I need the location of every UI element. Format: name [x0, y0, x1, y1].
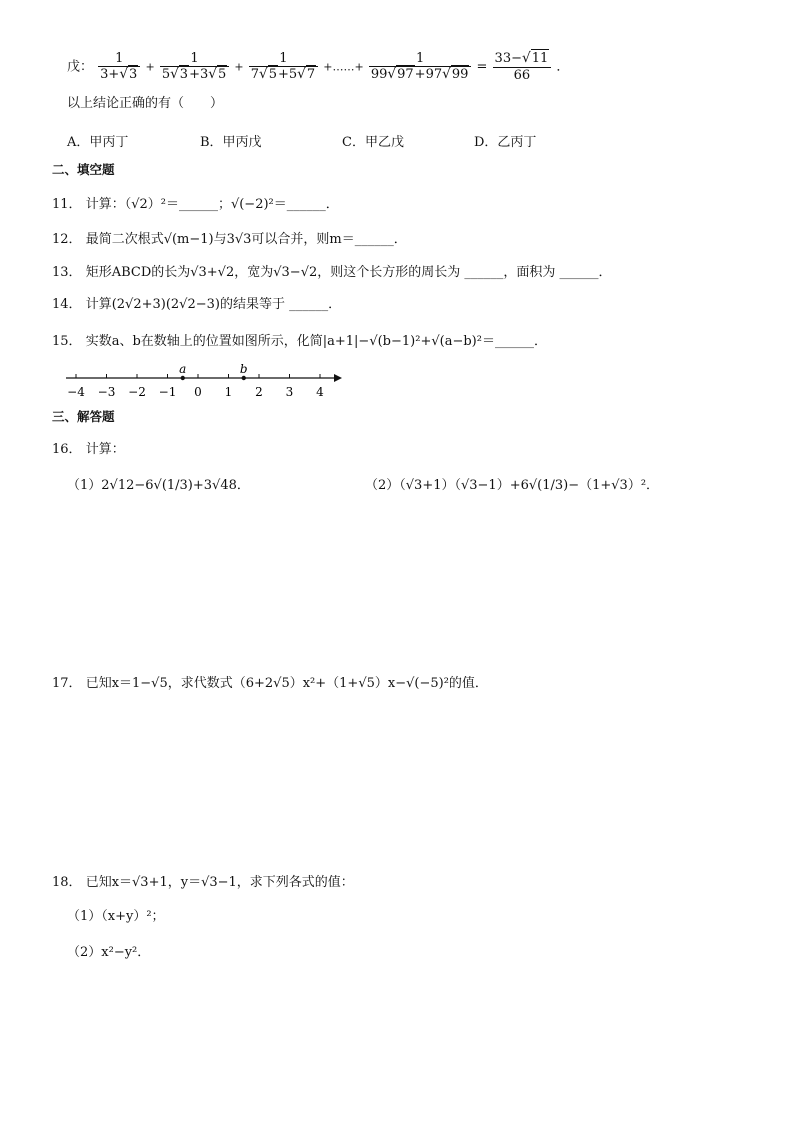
q18-text: 已知x＝√3+1，y＝√3−1，求下列各式的值：	[85, 875, 354, 890]
option-c: C．甲乙戊	[342, 135, 404, 150]
number-line-point-b	[242, 376, 246, 380]
q16-part2: （2）（√3+1）（√3−1）+6√(1/3)−（1+√3）²．	[365, 478, 660, 493]
option-d: D．乙丙丁	[474, 135, 537, 150]
q13: 13． 矩形ABCD的长为√3+√2，宽为√3−√2，则这个长方形的周长为 ______，面积为 ______．	[52, 265, 612, 280]
q15-text: 实数a、b在数轴上的位置如图所示，化简|a+1|−√(b−1)²+√(a−b)²＝______．	[85, 334, 547, 349]
q11-text: 计算：（√2）²＝______；√(−2)²＝______．	[85, 197, 339, 212]
fraction-2: $\frac{1}{5√3+3√5}$	[160, 52, 229, 82]
q10-question: 以上结论正确的有（ ）	[67, 96, 224, 111]
q16-text: 计算：	[85, 442, 125, 457]
q16: 16． 计算：	[52, 442, 125, 457]
number-line-tick-label: −3	[97, 385, 116, 399]
number-line-tick-label: −4	[67, 385, 85, 399]
q14: 14． 计算(2√2+3)(2√2−3)的结果等于 ______．	[52, 297, 342, 312]
q14-text: 计算(2√2+3)(2√2−3)的结果等于 ______．	[85, 297, 342, 312]
q18: 18． 已知x＝√3+1，y＝√3−1，求下列各式的值：	[52, 875, 354, 890]
fraction-3: $\frac{1}{7√5+5√7}$	[249, 52, 318, 82]
q12: 12． 最简二次根式√(m−1)与3√3可以合并，则m＝______．	[52, 232, 407, 247]
q11: 11． 计算：（√2）²＝______；√(−2)²＝______．	[52, 197, 339, 212]
section-2-title: 二、填空题	[52, 162, 115, 177]
number-line-tick-label: 1	[224, 385, 233, 399]
fraction-4: $\frac{1}{99√97+97√99}$	[369, 52, 471, 82]
ellipsis: +……+	[323, 60, 364, 74]
number-line-point-label: a	[179, 362, 187, 376]
option-a: A．甲丙丁	[67, 135, 129, 150]
number-line	[62, 362, 362, 402]
q17: 17． 已知x＝1−√5，求代数式（6+2√5）x²+（1+√5）x−√(−5)²的值．	[52, 676, 488, 691]
number-line-tick-label: 4	[316, 385, 324, 399]
fraction-result: $\frac{33-√11}{66}$	[493, 52, 552, 82]
option-b: B．甲丙戊	[200, 135, 262, 150]
number-line-tick-label: −1	[158, 385, 177, 399]
q18-part2: （2）x²−y²．	[67, 945, 151, 960]
number-line-tick-label: 2	[255, 385, 263, 399]
q17-text: 已知x＝1−√5，求代数式（6+2√5）x²+（1+√5）x−√(−5)²的值．	[85, 676, 488, 691]
number-line-tick-label: 0	[194, 385, 202, 399]
number-line-point-label: b	[239, 362, 248, 376]
q15: 15． 实数a、b在数轴上的位置如图所示，化简|a+1|−√(b−1)²+√(a−b)²＝______．	[52, 334, 547, 349]
number-line-tick-label: 3	[285, 385, 294, 399]
q18-part1: （1）（x+y）²；	[67, 909, 165, 924]
q10-expression: 戊： $\frac{1}{3+√3}$ + $\frac{1}{5√3+3√5}$ + $\frac{1}{7√5+5√7}$ +……+ $\frac{1}{99√97+97√99}$ = $\frac{33-√11}{66}$ ．	[67, 50, 570, 83]
number-line-point-a	[181, 376, 185, 380]
number-line-tick-label: −2	[128, 385, 146, 399]
q13-text: 矩形ABCD的长为√3+√2，宽为√3−√2，则这个长方形的周长为 ______，面积为 ______．	[85, 265, 612, 280]
section-3-title: 三、解答题	[52, 409, 115, 424]
fraction-1: $\frac{1}{3+√3}$	[98, 52, 140, 82]
q12-text: 最简二次根式√(m−1)与3√3可以合并，则m＝______．	[85, 232, 407, 247]
q16-part1: （1）2√12−6√(1/3)+3√48．	[67, 478, 250, 493]
